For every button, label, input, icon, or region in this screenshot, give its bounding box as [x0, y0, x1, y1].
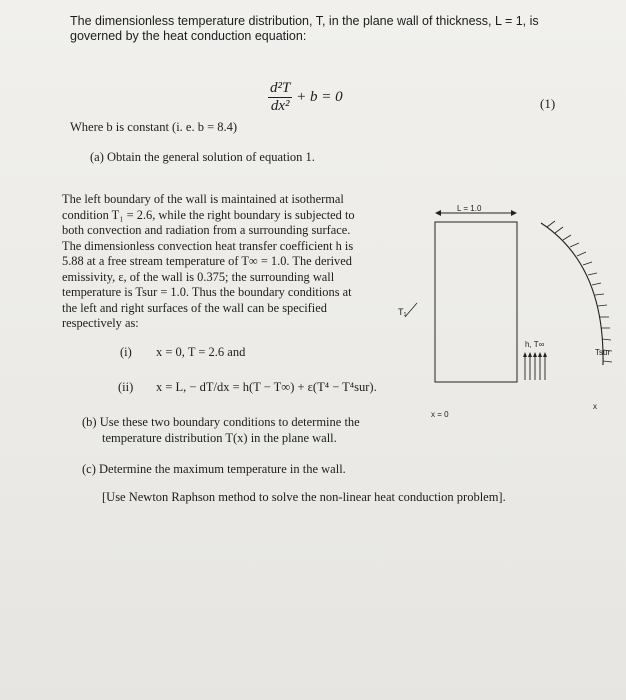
bc2-label: (ii) [118, 380, 134, 394]
part-b-line-2: temperature distribution T(x) in the plane wall. [102, 431, 337, 445]
part-b-text [82, 414, 360, 446]
equation-numerator: d²T [270, 80, 291, 96]
t1-label: T₁ [398, 307, 407, 317]
para-line: condition T₁ = 2.6, while the right boundary is subjected to [62, 207, 355, 222]
convection-arrows [525, 355, 545, 380]
bc1-text: x = 0, T = 2.6 and [156, 345, 246, 359]
para-line: 5.88 at a free stream temperature of T∞ = 1.0. The derived [62, 254, 352, 268]
para-line: respectively as: [62, 316, 139, 330]
surrounding-surface [541, 223, 603, 365]
part-a-text: (a) Obtain the general solution of equation 1. [90, 150, 315, 164]
para-line: temperature is Tsur = 1.0. Thus the boundary conditions at [62, 285, 352, 299]
length-label: L = 1.0 [457, 204, 482, 213]
intro-line-2: governed by the heat conduction equation: [70, 29, 307, 43]
length-arrow-left-head [435, 210, 441, 216]
convection-label: h, T∞ [525, 340, 545, 349]
bc2-text: x = L, − dT/dx = h(T − T∞) + ε(T⁴ − T⁴sur). [156, 380, 377, 394]
equation-fraction [268, 80, 292, 115]
intro-line-1: The dimensionless temperature distribution, T, in the plane wall of thickness, L = 1, is [70, 14, 539, 28]
para-line: emissivity, ε, of the wall is 0.375; the surrounding wall [62, 269, 335, 284]
intro-text [70, 14, 590, 44]
convection-arrow-heads [523, 352, 547, 357]
tsur-label: Tsur [595, 348, 611, 357]
plane-wall [435, 222, 517, 382]
para-line: The left boundary of the wall is maintained at isothermal [62, 192, 344, 206]
wall-diagram [395, 195, 626, 425]
para-line: the left and right surfaces of the wall can be specified [62, 300, 327, 315]
equation-denominator: dx² [270, 98, 290, 114]
x0-label: x = 0 [431, 410, 449, 419]
heat-equation [268, 80, 343, 115]
bc1-label: (i) [120, 345, 132, 359]
para-line: both convection and radiation from a surrounding surface. [62, 223, 351, 237]
t1-pointer [405, 303, 417, 317]
where-b-text: Where b is constant (i. e. b = 8.4) [70, 120, 238, 134]
x-axis-label: x [593, 402, 597, 411]
equation-number: (1) [540, 96, 556, 111]
length-arrow-right-head [511, 210, 517, 216]
hint-text: [Use Newton Raphson method to solve the non-linear heat conduction problem]. [102, 490, 506, 504]
para-line: The dimensionless convection heat transfer coefficient h is [62, 238, 354, 253]
equation-rest: + b = 0 [292, 88, 343, 105]
part-c-text: (c) Determine the maximum temperature in the wall. [82, 462, 346, 476]
part-b-line-1: (b) Use these two boundary conditions to determine the [82, 415, 360, 429]
boundary-description [62, 192, 392, 332]
